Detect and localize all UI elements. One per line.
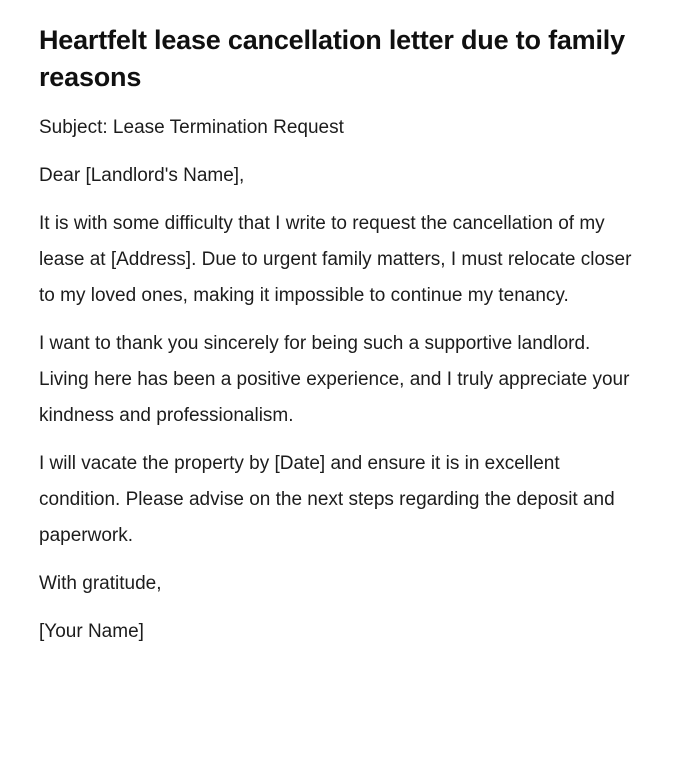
letter-closing: With gratitude, <box>39 573 162 594</box>
letter-paragraph-3: I will vacate the property by [Date] and ensure it is in excellent condition. Please advise on the next steps regarding the deposit and paperwork. <box>39 453 620 546</box>
page-title: Heartfelt lease cancellation letter due to family reasons <box>39 25 625 92</box>
letter-signature: [Your Name] <box>39 621 144 642</box>
letter-article <box>39 22 636 650</box>
letter-body <box>39 110 636 650</box>
letter-paragraph-1: It is with some difficulty that I write to request the cancellation of my lease at [Address]. Due to urgent family matters, I must relocate closer to my loved ones, making it impossible to continue my tenancy. <box>39 213 637 306</box>
letter-paragraph-2: I want to thank you sincerely for being such a supportive landlord. Living here has been a positive experience, and I truly appreciate your kindness and professionalism. <box>39 333 635 426</box>
letter-salutation: Dear [Landlord's Name], <box>39 165 245 186</box>
letter-subject-line: Subject: Lease Termination Request <box>39 117 344 138</box>
